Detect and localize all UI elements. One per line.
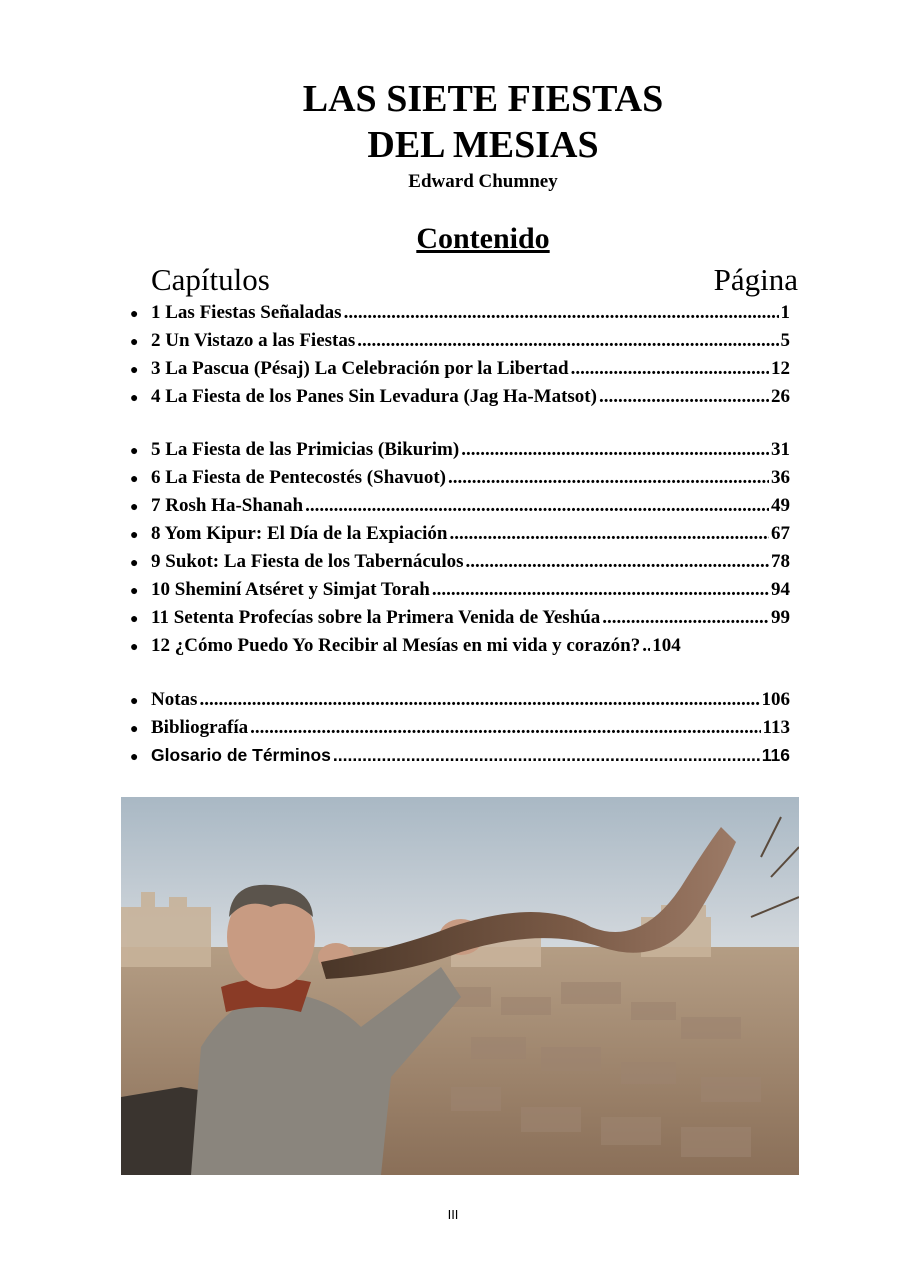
toc-entry-page: 1 (780, 302, 790, 323)
bullet-icon: ● (130, 472, 139, 487)
toc-entry-page: 49 (771, 495, 790, 516)
toc-entry[interactable] (130, 330, 790, 356)
toc-entry-page: 116 (761, 745, 790, 765)
toc-entry-label: 4 La Fiesta de los Panes Sin Levadura (Jag Ha-Matsot) (151, 386, 597, 407)
toc-entry[interactable] (130, 607, 790, 633)
dot-leader (466, 551, 770, 573)
toc-entry[interactable] (130, 745, 790, 771)
dot-leader (344, 302, 779, 324)
toc-entry-page: 26 (771, 386, 790, 407)
toc-entry-label: Bibliografía (151, 717, 249, 738)
book-title-line1: LAS SIETE FIESTAS (302, 78, 664, 120)
toc-entry[interactable] (130, 358, 790, 384)
dot-leader (432, 579, 769, 601)
toc-entry[interactable] (130, 635, 790, 661)
bullet-icon: ● (130, 528, 139, 543)
bullet-icon: ● (130, 500, 139, 515)
dot-leader (333, 745, 760, 766)
toc-entry-page: 5 (780, 330, 790, 351)
toc-entry-page: 99 (771, 607, 790, 628)
toc-entry-page: 106 (761, 689, 790, 710)
bullet-icon: ● (130, 584, 139, 599)
dot-leader (461, 439, 769, 461)
toc-entry-label: Glosario de Términos (151, 745, 331, 765)
dot-leader (571, 358, 769, 380)
bullet-icon: ● (130, 391, 139, 406)
toc-entry-page: 94 (771, 579, 790, 600)
toc-entry[interactable] (130, 551, 790, 577)
toc-entry-label: 12 ¿Cómo Puedo Yo Recibir al Mesías en mi vida y corazón? (151, 635, 641, 656)
toc-entry-page: 104 (652, 635, 681, 656)
toc-entry-label: 6 La Fiesta de Pentecostés (Shavuot) (151, 467, 446, 488)
dot-leader (599, 386, 769, 408)
dot-leader (602, 607, 769, 629)
toc-entry-label: 3 La Pascua (Pésaj) La Celebración por la Libertad (151, 358, 569, 379)
toc-entry[interactable] (130, 302, 790, 328)
toc-entry[interactable] (130, 439, 790, 465)
dot-leader (449, 523, 769, 545)
toc-entry[interactable] (130, 579, 790, 605)
bullet-icon: ● (130, 748, 139, 764)
bullet-icon: ● (130, 722, 139, 737)
chapters-column-heading: Capítulos (151, 262, 270, 297)
toc-entry[interactable] (130, 523, 790, 549)
page-number: III (447, 1207, 459, 1222)
dot-leader (448, 467, 769, 489)
dot-leader (199, 689, 759, 711)
toc-entry-label: 9 Sukot: La Fiesta de los Tabernáculos (151, 551, 464, 572)
book-title-line2: DEL MESIAS (367, 124, 599, 166)
bullet-icon: ● (130, 307, 139, 322)
toc-entry-page: 78 (771, 551, 790, 572)
bullet-icon: ● (130, 556, 139, 571)
toc-entry-page: 36 (771, 467, 790, 488)
toc-entry[interactable] (130, 467, 790, 493)
dot-leader (357, 330, 778, 352)
bullet-icon: ● (130, 640, 139, 655)
shofar-photo (121, 797, 799, 1175)
dot-leader (305, 495, 769, 517)
toc-entry-label: 5 La Fiesta de las Primicias (Bikurim) (151, 439, 460, 460)
bullet-icon: ● (130, 612, 139, 627)
contents-heading: Contenido (416, 222, 550, 255)
toc-entry-label: 1 Las Fiestas Señaladas (151, 302, 342, 323)
toc-entry-label: Notas (151, 689, 198, 710)
toc-entry-page: 67 (771, 523, 790, 544)
dot-leader (250, 717, 760, 739)
bullet-icon: ● (130, 694, 139, 709)
bullet-icon: ● (130, 444, 139, 459)
dot-leader (642, 635, 650, 657)
bullet-icon: ● (130, 363, 139, 378)
toc-entry-label: 11 Setenta Profecías sobre la Primera Venida de Yeshúa (151, 607, 601, 628)
toc-entry-page: 31 (771, 439, 790, 460)
toc-entry[interactable] (130, 386, 790, 412)
toc-entry[interactable] (130, 717, 790, 743)
toc-entry[interactable] (130, 495, 790, 521)
page-column-heading: Página (713, 262, 798, 297)
bullet-icon: ● (130, 335, 139, 350)
toc-entry-page: 12 (771, 358, 790, 379)
toc-entry-label: 2 Un Vistazo a las Fiestas (151, 330, 356, 351)
toc-entry[interactable] (130, 689, 790, 715)
author-name: Edward Chumney (408, 171, 558, 192)
toc-entry-label: 10 Sheminí Atséret y Simjat Torah (151, 579, 430, 600)
toc-entry-label: 7 Rosh Ha-Shanah (151, 495, 304, 516)
toc-entry-page: 113 (762, 717, 790, 738)
toc-entry-label: 8 Yom Kipur: El Día de la Expiación (151, 523, 448, 544)
